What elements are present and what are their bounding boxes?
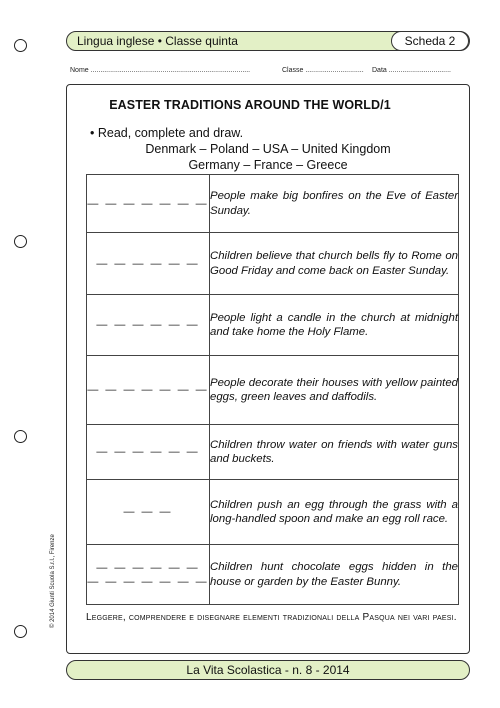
nome-field[interactable]: Nome ..................................................................................	[70, 67, 251, 74]
table-row	[87, 175, 459, 233]
answer-blank[interactable]: — — —	[87, 480, 210, 545]
header-title: Lingua inglese • Classe quinta	[77, 34, 238, 48]
exercise-table	[86, 174, 459, 605]
countries-line-1: Denmark – Poland – USA – United Kingdom	[145, 142, 391, 156]
binder-hole-1	[14, 39, 27, 52]
countries-line-2: Germany – France – Greece	[188, 158, 348, 172]
table-row	[87, 295, 459, 356]
tradition-description: People light a candle in the church at midnight and take home the Holy Flame.	[210, 295, 459, 356]
scheda-label: Scheda 2	[391, 31, 469, 51]
binder-hole-2	[14, 235, 27, 248]
answer-blank[interactable]: — — — — — —	[87, 295, 210, 356]
table-row	[87, 545, 459, 605]
instruction: • Read, complete and draw.	[90, 126, 244, 140]
data-field[interactable]: Data ................................	[372, 67, 451, 74]
instruction-note: Leggere, comprendere e disegnare elementi tradizionali della Pasqua nei vari paesi.	[86, 612, 457, 623]
copyright-notice: © 2014 Giunti Scuola S.r.l., Firenze	[50, 534, 56, 628]
classe-field[interactable]: Classe ..............................	[282, 67, 364, 74]
tradition-description: Children throw water on friends with water guns and buckets.	[210, 425, 459, 480]
answer-blank[interactable]: — — — — — —	[87, 233, 210, 295]
table-row	[87, 425, 459, 480]
worksheet-title: EASTER TRADITIONS AROUND THE WORLD/1	[109, 98, 391, 112]
header-bar	[66, 31, 470, 51]
table-row	[87, 356, 459, 425]
tradition-description: Children believe that church bells fly to Rome on Good Friday and come back on Easter Sunday.	[210, 233, 459, 295]
table-row	[87, 480, 459, 545]
binder-hole-3	[14, 430, 27, 443]
publication-footer: La Vita Scolastica - n. 8 - 2014	[66, 660, 470, 680]
table-row	[87, 233, 459, 295]
answer-blank[interactable]: — — — — — — — — — — — — —	[87, 545, 210, 605]
tradition-description: Children push an egg through the grass with a long-handled spoon and make an egg roll race.	[210, 480, 459, 545]
answer-blank[interactable]: — — — — — — —	[87, 356, 210, 425]
tradition-description: People decorate their houses with yellow painted eggs, green leaves and daffodils.	[210, 356, 459, 425]
binder-hole-4	[14, 625, 27, 638]
tradition-description: Children hunt chocolate eggs hidden in the house or garden by the Easter Bunny.	[210, 545, 459, 605]
answer-blank[interactable]: — — — — — — —	[87, 175, 210, 233]
answer-blank[interactable]: — — — — — —	[87, 425, 210, 480]
tradition-description: People make big bonfires on the Eve of Easter Sunday.	[210, 175, 459, 233]
